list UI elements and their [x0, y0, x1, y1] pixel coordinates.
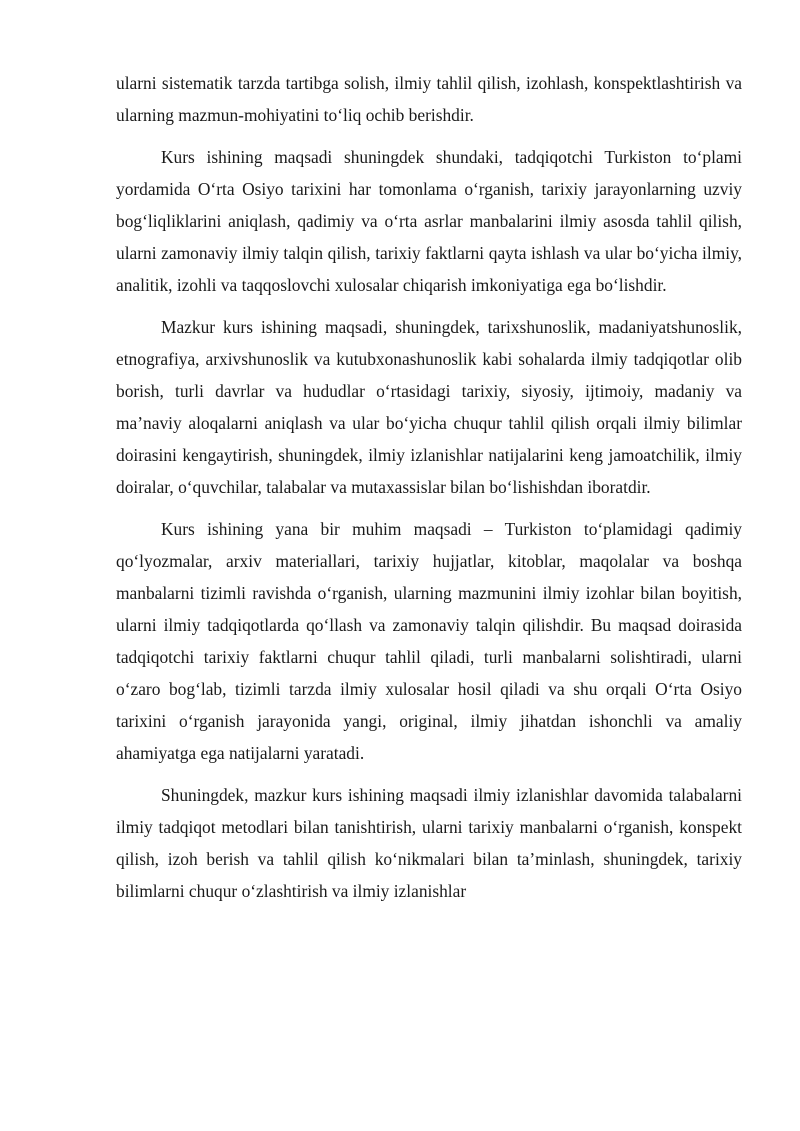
paragraph-continuation: ularni sistematik tarzda tartibga solish, ilmiy tahlil qilish, izohlash, konspektlashtirish va ularning mazmun-mohiyatini toʻliq ochib berishdir.	[116, 73, 742, 125]
document-body	[116, 68, 742, 918]
paragraph-goal-students: Shuningdek, mazkur kurs ishining maqsadi ilmiy izlanishlar davomida talabalarni ilmiy tadqiqot metodlari bilan tanishtirish, ularni tarixiy manbalarni oʻrganish, konspekt qilish, izoh berish va tahlil qilish koʻnikmalari bilan taʼminlash, shuningdek, tarixiy bilimlarni chuqur oʻzlashtirish va ilmiy izlanishlar	[116, 785, 742, 901]
paragraph-goal-manuscripts: Kurs ishining yana bir muhim maqsadi – Turkiston toʻplamidagi qadimiy qoʻlyozmalar, arxiv materiallari, tarixiy hujjatlar, kitoblar, maqolalar va boshqa manbalarni tizimli ravishda oʻrganish, ularning mazmunini ilmiy izohlar bilan boyitish, ularni ilmiy tadqiqotlarda qoʻllash va zamonaviy talqin qilishdir. Bu maqsad doirasida tadqiqotchi tarixiy faktlarni chuqur tahlil qiladi, turli manbalarni solishtiradi, ularni oʻzaro bogʻlab, tizimli tarzda ilmiy xulosalar hosil qiladi va shu orqali Oʻrta Osiyo tarixini oʻrganish jarayonida yangi, original, ilmiy jihatdan ishonchli va amaliy ahamiyatga ega natijalarni yaratadi.	[116, 519, 742, 763]
paragraph-goal-research-fields: Mazkur kurs ishining maqsadi, shuningdek, tarixshunoslik, madaniyatshunoslik, etnografiya, arxivshunoslik va kutubxonashunoslik kabi sohalarda ilmiy tadqiqotlar olib borish, turli davrlar va hududlar oʻrtasidagi tarixiy, siyosiy, ijtimoiy, madaniy va maʼnaviy aloqalarni aniqlash va ular boʻyicha chuqur tahlil qilish orqali ilmiy bilimlar doirasini kengaytirish, shuningdek, ilmiy izlanishlar natijalarini keng jamoatchilik, ilmiy doiralar, oʻquvchilar, talabalar va mutaxassislar bilan boʻlishishdan iboratdir.	[116, 317, 742, 497]
paragraph-goal-turkiston-collection: Kurs ishining maqsadi shuningdek shundaki, tadqiqotchi Turkiston toʻplami yordamida Oʻrta Osiyo tarixini har tomonlama oʻrganish, tarixiy jarayonlarning uzviy bogʻliqliklarini aniqlash, qadimiy va oʻrta asrlar manbalarini ilmiy asosda tahlil qilish, ularni zamonaviy ilmiy talqin qilish, tarixiy faktlarni qayta ishlash va ular boʻyicha ilmiy, analitik, izohli va taqqoslovchi xulosalar chiqarish imkoniyatiga ega boʻlishdir.	[116, 147, 742, 295]
